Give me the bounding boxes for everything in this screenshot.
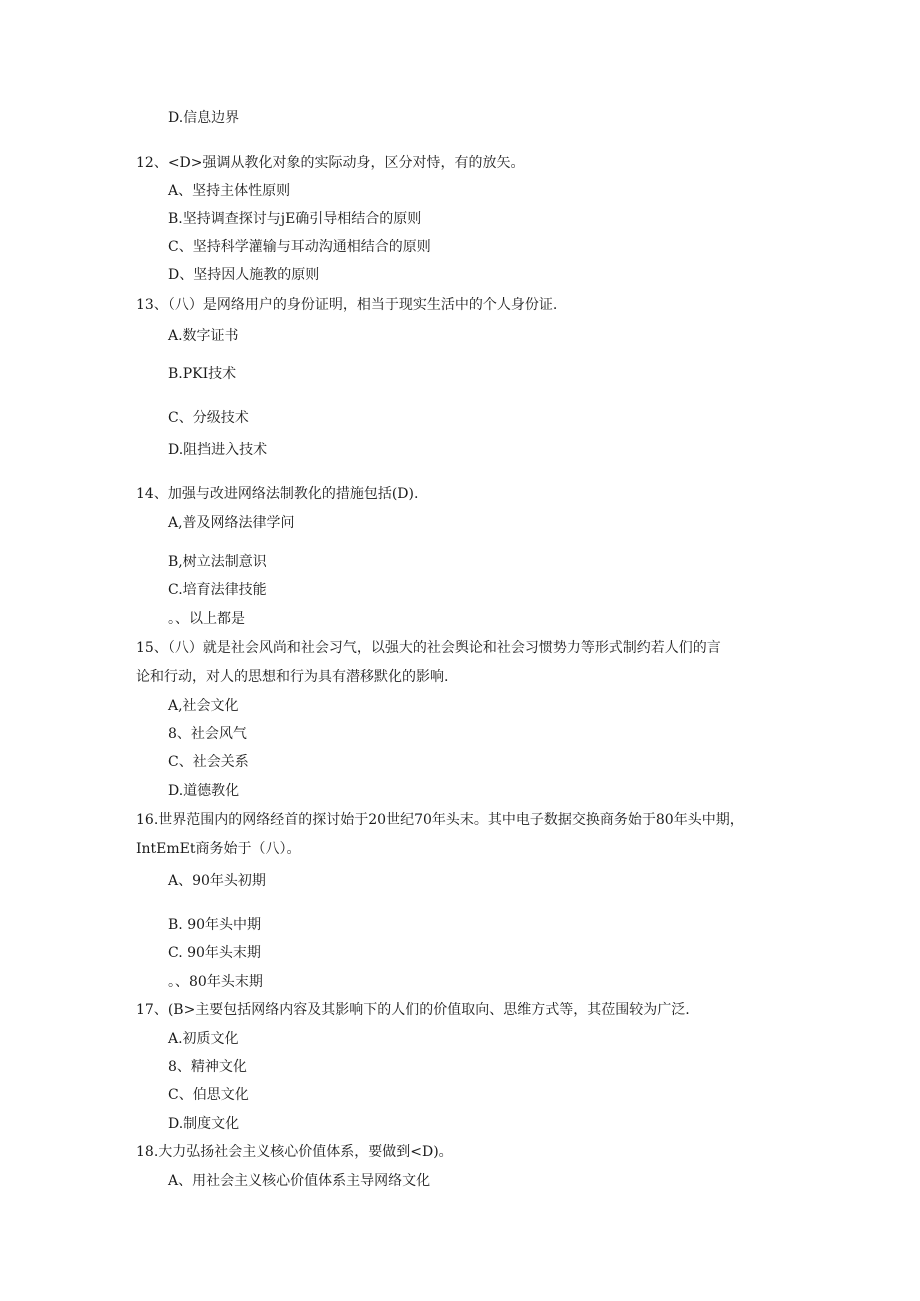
q16-stem-line1: 16.世界范围内的网络经首的探讨始于20世纪70年头末。其中电子数据交换商务始于80年头中期， [136, 812, 744, 828]
q14-option-a: A,普及网络法律学问 [168, 515, 295, 531]
q17-option-b: 8、精神文化 [168, 1059, 247, 1075]
q12-option-c: C、坚持科学灌输与耳动沟通相结合的原则 [168, 239, 431, 255]
q15-option-c: C、社会关系 [168, 754, 249, 770]
q13-option-a: A.数字证书 [168, 328, 239, 344]
q15-stem-line1: 15、（八）就是社会风尚和社会习气，以强大的社会舆论和社会习惯势力等形式制约若人们的言 [136, 640, 721, 656]
q13-option-c: C、分级技术 [168, 410, 249, 426]
q14-option-c: C.培育法律技能 [168, 582, 267, 598]
q13-option-d: D.阻挡进入技术 [168, 442, 268, 458]
q18-option-a: A、用社会主义核心价值体系主导网络文化 [168, 1173, 431, 1189]
q18-stem: 18.大力弘扬社会主义核心价值体系，要做到<D)。 [136, 1144, 453, 1160]
q13-stem: 13、（八）是网络用户的身份证明，相当于现实生活中的个人身份证. [136, 297, 558, 313]
q16-option-a: A、90年头初期 [168, 873, 266, 889]
q14-option-d: 。、以上都是 [168, 611, 245, 627]
q14-option-b: B,树立法制意识 [168, 554, 267, 570]
q15-stem-line2: 论和行动，对人的思想和行为具有潜移默化的影响. [136, 669, 449, 685]
q14-stem: 14、加强与改进网络法制教化的措施包括(D). [136, 486, 419, 502]
q17-stem: 17、(B>主要包括网络内容及其影响下的人们的价值取向、思维方式等，其莅围较为广泛. [136, 1002, 690, 1018]
q17-option-d: D.制度文化 [168, 1116, 240, 1132]
q12-option-b: B.坚持调查探讨与jE确引导相结合的原则 [168, 211, 422, 227]
q16-option-b: B. 90年头中期 [168, 917, 262, 933]
q16-option-d: 。、80年头末期 [168, 974, 263, 990]
q12-stem: 12、<D>强调从教化对象的实际动身，区分对恃，有的放矢。 [136, 155, 525, 171]
q17-option-a: A.初质文化 [168, 1031, 239, 1047]
q12-option-a: A、坚持主体性原则 [168, 183, 291, 199]
q15-option-b: 8、社会风气 [168, 726, 247, 742]
q13-option-b: B.PKI技术 [168, 366, 237, 382]
q15-option-d: D.道德教化 [168, 783, 240, 799]
q11-option-d: D.信息边界 [168, 110, 240, 126]
q16-stem-line2: IntEmEt商务始于（八）。 [136, 841, 301, 857]
q16-option-c: C. 90年头末期 [168, 945, 261, 961]
q17-option-c: C、伯思文化 [168, 1087, 249, 1103]
q12-option-d: D、坚持因人施教的原则 [168, 267, 320, 283]
q15-option-a: A,社会文化 [168, 698, 239, 714]
